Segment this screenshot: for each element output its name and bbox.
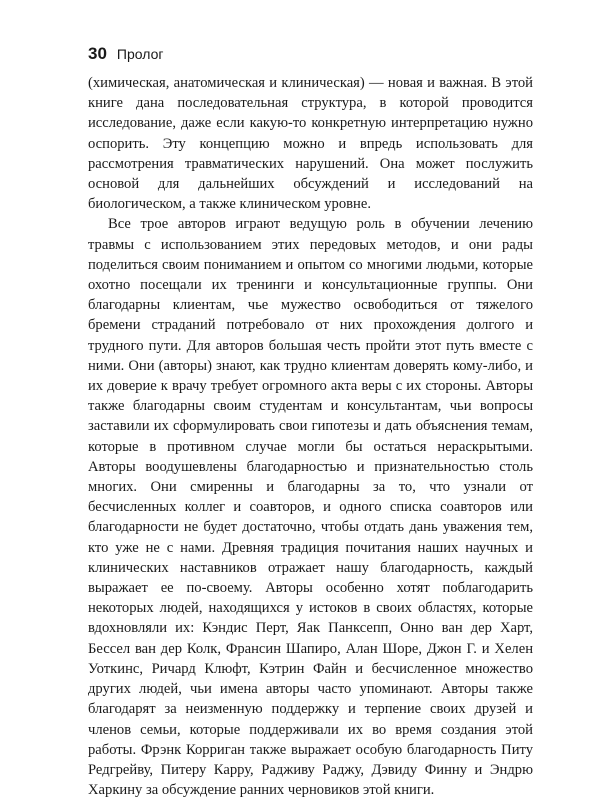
page-number: 30 — [88, 44, 107, 63]
page-header — [88, 44, 163, 64]
body-text — [88, 73, 533, 800]
paragraph-continuation: (химическая, анатомическая и клиническая) — новая и важная. В этой книге дана последовательная структура, в которой проводится исследование, даже если какую-то конкретную интерпретацию нужно оспорить. Эту концепцию можно и впредь использовать для рассмотрения травматических нарушений. Она может послужить основой для дальнейших обсуждений и исследований на биологическом, а также клиническом уровне. — [88, 75, 533, 213]
paragraph-acknowledgements: Все трое авторов играют ведущую роль в обучении лечению травмы с использованием этих передовых методов, и они рады поделиться своим пониманием и опытом со многими людьми, которые охотно посещали их тренинги и консультационные группы. Они благодарны клиентам, чье мужество освободиться от тяжелого бремени страданий потребовало от них прохождения долгого и трудного пути. Для авторов большая честь пройти этот путь вместе с ними. Они (авторы) знают, как трудно клиентам доверять кому-либо, и их доверие к врачу требует огромного акта веры с их стороны. Авторы также благодарны своим студентам и консультантам, чьи вопросы заставили их сформулировать свои гипотезы и дать объяснения темам, которые в противном случае могли бы остаться нераскрытыми. Авторы воодушевлены благодарностью и признательностью столь многих. Они смиренны и благодарны за то, что узнали от бесчисленных коллег и соавторов, и одного списка соавторов или благодарности не будет достаточно, чтобы отдать дань уважения тем, кто уже не с нами. Древняя традиция почитания наших научных и клинических наставников отражает нашу благодарность, каждый выражает ее по-своему. Авторы особенно хотят поблагодарить некоторых людей, находящихся у истоков в своих областях, которые вдохновляли их: Кэндис Перт, Яак Панксепп, Онно ван дер Харт, Бессел ван дер Колк, Франсин Шапиро, Алан Шоре, Джон Г. и Хелен Уоткинс, Ричард Клюфт, Кэтрин Файн и бесчисленное множество других людей, чьи имена авторы часто упоминают. Авторы также благодарят за неизменную поддержку и терпение своих друзей и членов семьи, которые поддерживали их во время создания этой работы. Фрэнк Корриган также выражает особую благодарность Питу Редгрейву, Питеру Карру, Радживу Раджу, Дэвиду Финну и Эндрю Харкину за обсуждение ранних черновиков этой книги. — [88, 216, 533, 799]
running-title: Пролог — [116, 46, 164, 62]
